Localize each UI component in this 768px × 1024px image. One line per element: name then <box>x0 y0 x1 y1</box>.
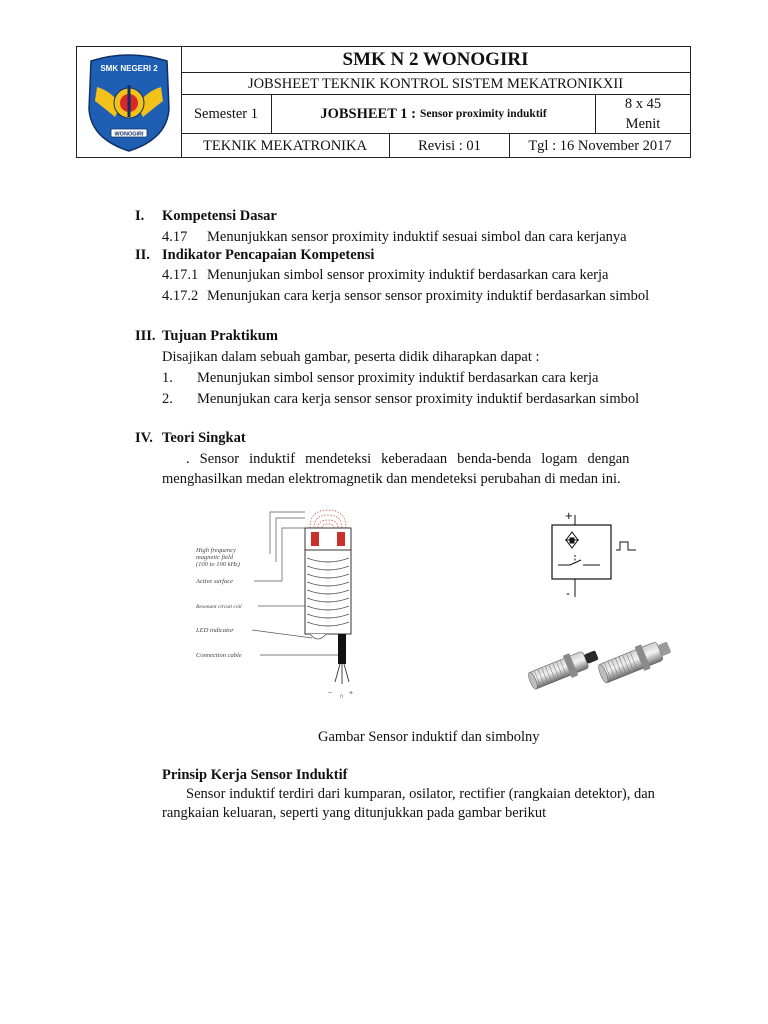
symbol-plus: + <box>565 508 573 523</box>
wire-plus-label: + <box>349 690 354 697</box>
header-row-jobsheet <box>181 95 690 134</box>
pulse-output-icon <box>616 542 636 550</box>
principle-line2: rangkaian keluaran, seperti yang ditunjukkan pada gambar berikut <box>162 805 547 821</box>
label-hf-line1: High frequency <box>196 547 237 554</box>
logo-top-text: SMK NEGERI 2 <box>100 64 158 73</box>
s2-item-2-number: 4.17.2 <box>162 288 199 304</box>
sensor-cylinder-2-icon <box>596 635 674 687</box>
s2-item-1-text: Menunjukan simbol sensor proximity induktif berdasarkan cara kerja <box>207 267 609 283</box>
label-hf-line3: (100 to 100 kHz) <box>196 561 240 568</box>
s1-item-1-number: 4.17 <box>162 229 188 245</box>
figure-caption: Gambar Sensor induktif dan simbolny <box>318 729 540 745</box>
header-row-info <box>181 134 690 157</box>
duration-line1: 8 x 45 <box>624 96 662 112</box>
label-hf-line2: magnetic field <box>196 554 234 561</box>
header-table <box>76 46 691 158</box>
s3-item-1-number: 1. <box>162 370 173 386</box>
jobsheet-subtitle: JOBSHEET TEKNIK KONTROL SISTEM MEKATRONIKXII <box>247 75 624 92</box>
s4-paragraph-line1: . Sensor induktif mendeteksi keberadaan benda-benda logam dengan <box>186 451 630 467</box>
section-3-title: Tujuan Praktikum <box>162 328 278 344</box>
section-4-number: IV. <box>135 430 153 446</box>
section-4-title: Teori Singkat <box>162 430 246 446</box>
wire-out-label: ∩ <box>339 693 345 700</box>
s4-paragraph-line2: menghasilkan medan elektromagnetik dan mendeteksi perubahan di medan ini. <box>162 471 621 487</box>
inductive-sensor-symbol <box>548 505 648 600</box>
school-logo <box>77 47 182 157</box>
s1-item-1-text: Menunjukkan sensor proximity induktif sesuai simbol dan cara kerjanya <box>207 229 627 245</box>
logo-band-text: WONOGIRI <box>114 131 144 138</box>
header-row-subtitle <box>181 73 690 95</box>
duration-line2: Menit <box>625 116 661 132</box>
department-label: TEKNIK MEKATRONIKA <box>203 137 367 154</box>
header-row-school <box>181 47 690 73</box>
semester-label: Semester 1 <box>193 106 259 122</box>
label-led-indicator: LED indicator <box>196 627 234 634</box>
section-3-number: III. <box>135 328 156 344</box>
principle-title: Prinsip Kerja Sensor Induktif <box>162 767 348 783</box>
section-1-number: I. <box>135 208 145 224</box>
jobsheet-title: Sensor proximity induktif <box>419 108 547 120</box>
label-active-surface: Active surface <box>196 578 233 585</box>
s3-item-2-number: 2. <box>162 391 173 407</box>
date-label: Tgl : 16 November 2017 <box>528 137 672 154</box>
section-2-title: Indikator Pencapaian Kompetensi <box>162 247 375 263</box>
school-emblem-icon <box>77 47 181 157</box>
label-connection-cable: Connection cable <box>196 652 242 659</box>
sensor-cylinder-1-icon <box>526 644 602 692</box>
revision-label: Revisi : 01 <box>418 137 481 154</box>
sensor-photo <box>522 622 680 692</box>
symbol-minus: - <box>566 586 570 600</box>
s2-item-2-text: Menunjukan cara kerja sensor sensor proximity induktif berdasarkan simbol <box>207 288 650 304</box>
s3-item-2-text: Menunjukan cara kerja sensor sensor proximity induktif berdasarkan simbol <box>197 391 640 407</box>
jobsheet-label: JOBSHEET 1 : <box>320 106 416 122</box>
s3-item-1-text: Menunjukan simbol sensor proximity induktif berdasarkan cara kerja <box>197 370 599 386</box>
magnetic-field-icon <box>310 510 346 528</box>
section-1-title: Kompetensi Dasar <box>162 208 277 224</box>
label-resonant-coil: Resonant circuit coil <box>196 604 242 610</box>
principle-line1: Sensor induktif terdiri dari kumparan, osilator, rectifier (rangkaian detektor), dan <box>186 786 655 802</box>
section-2-number: II. <box>135 247 150 263</box>
sensor-diagram <box>192 502 362 702</box>
s3-intro: Disajikan dalam sebuah gambar, peserta didik diharapkan dapat : <box>162 349 540 365</box>
school-name: SMK N 2 WONOGIRI <box>342 48 529 70</box>
s2-item-1-number: 4.17.1 <box>162 267 199 283</box>
wire-minus-label: − <box>328 690 333 697</box>
